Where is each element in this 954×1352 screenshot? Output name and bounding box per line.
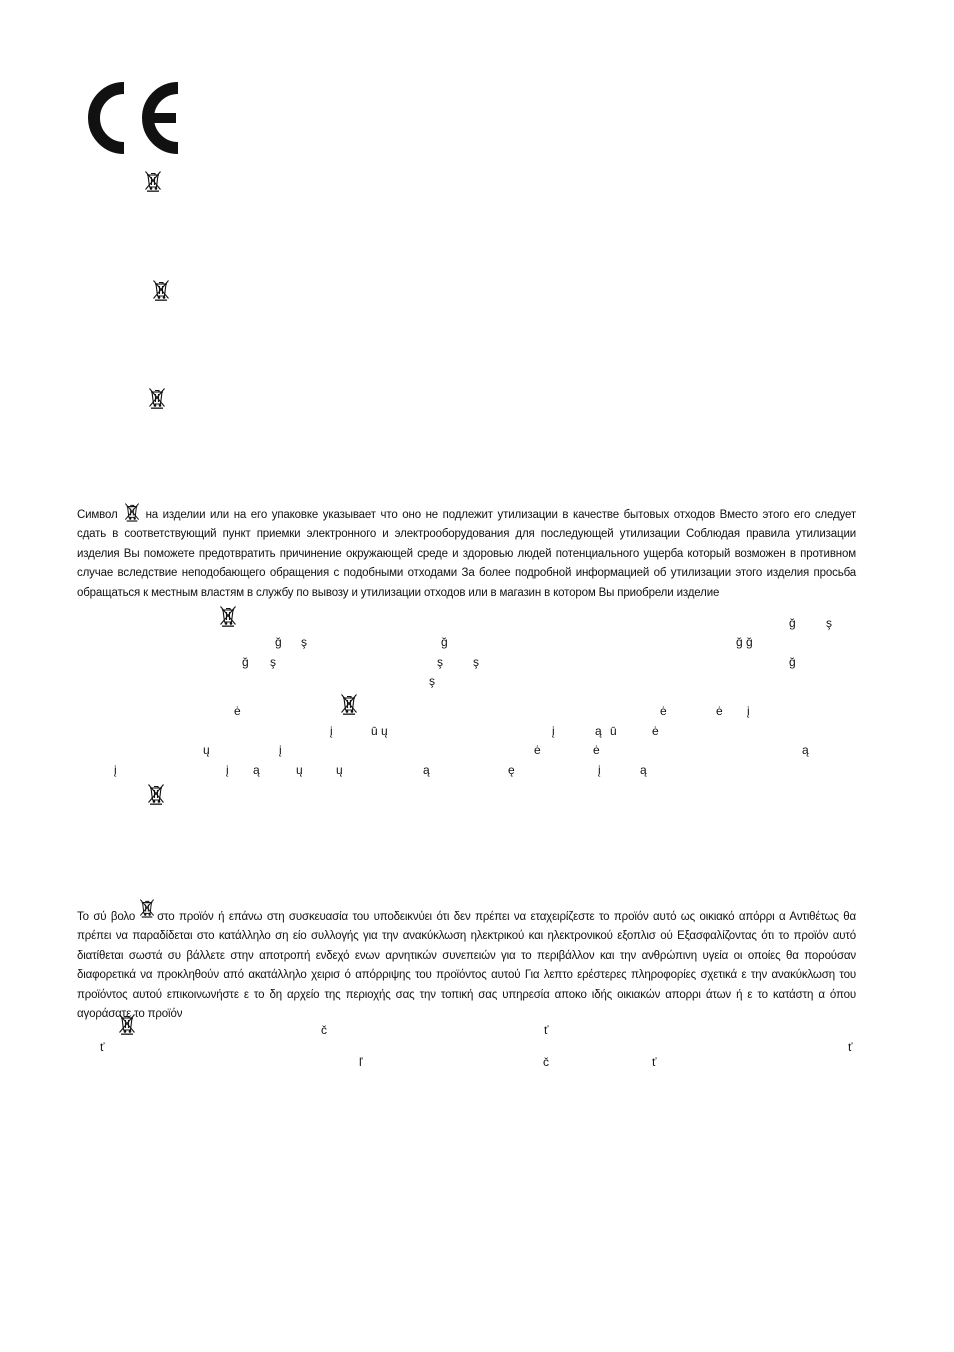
turkish-glyph: ğ ğ [736,635,753,649]
czech-glyph: ť [652,1055,657,1069]
weee-bin-icon [152,279,170,301]
lithuanian-glyph: į [114,763,117,777]
lithuanian-glyph: ė [534,743,541,757]
czech-glyph: ľ [359,1055,363,1069]
czech-glyph: ť [848,1040,853,1054]
turkish-glyph: ğ [242,655,249,669]
lithuanian-glyph: ė [593,743,600,757]
lithuanian-glyph: ų [203,743,210,757]
lithuanian-glyph: ą [640,763,647,777]
greek-text-start: Το σύ βολο [77,911,136,923]
czech-glyph: č [543,1055,549,1069]
lithuanian-glyph: į [747,704,750,718]
ce-mark [80,80,182,156]
weee-bin-icon [124,502,140,522]
greek-disposal-text [77,898,856,1024]
turkish-glyph: ğ [275,635,282,649]
russian-text-body: на изделии или на его упаковке указывает что оно не подлежит утилизации в качестве бытовых отходов Вместо этого его следует сдать в соответствующий пункт приемки электронного и электрооборудования для последующей утилизации Соблюдая правила утилизации изделия Вы поможете предотвратить причинение окружающей среде и здоровью людей потенциального ущерба который возможен в противном случае вследствие неподобающего обращения с подобными отходами За более подробной информацией об утилизации этого изделия просьба обращаться к местным властям в службу по вывозу и утилизации отходов или в магазин в котором Вы приобрели изделие [77,509,856,599]
weee-bin-icon [148,387,166,409]
turkish-glyph: ş [301,635,307,649]
weee-bin-icon [118,1013,136,1035]
turkish-glyph: ğ [441,635,448,649]
lithuanian-glyph: į [226,763,229,777]
lithuanian-glyph: ū [610,724,617,738]
weee-bin-icon [139,898,155,918]
weee-bin-icon [340,693,358,715]
lithuanian-glyph: ė [716,704,723,718]
lithuanian-glyph: ė [660,704,667,718]
lithuanian-glyph: ą [253,763,260,777]
czech-glyph: č [321,1023,327,1037]
turkish-glyph: ğ [789,655,796,669]
lithuanian-glyph: į [598,763,601,777]
turkish-glyph: ş [429,674,435,688]
turkish-glyph: ğ [789,616,796,630]
russian-text-start: Символ [77,509,118,521]
lithuanian-glyph: ė [652,724,659,738]
turkish-glyph: ş [270,655,276,669]
czech-glyph: ť [100,1040,105,1054]
lithuanian-glyph: ą [423,763,430,777]
lithuanian-glyph: ę [508,763,515,777]
lithuanian-glyph: į [279,743,282,757]
weee-bin-icon [219,605,237,627]
lithuanian-glyph: ą [595,724,602,738]
lithuanian-glyph: ą [802,743,809,757]
turkish-glyph: ş [473,655,479,669]
lithuanian-glyph: į [330,724,333,738]
russian-disposal-text [77,502,856,603]
turkish-glyph: ş [437,655,443,669]
weee-bin-icon [147,783,165,805]
lithuanian-glyph: į [552,724,555,738]
lithuanian-glyph: ų [296,763,303,777]
lithuanian-glyph: ų [336,763,343,777]
weee-bin-icon [144,170,162,192]
lithuanian-glyph: ė [234,704,241,718]
lithuanian-glyph: ū ų [371,724,388,738]
czech-glyph: ť [544,1023,549,1037]
turkish-glyph: ş [826,616,832,630]
greek-text-body: στο προϊόν ή επάνω στη συσκευασία του υποδεικνύει ότι δεν πρέπει να εταχειρίζεστε το προϊόν αυτό ως οικιακό απόρρι α Αντιθέτως θα πρέπει να παραδίδεται στο κατάλληλο ση είο συλλογής για την ανακύκλωση ηλεκτρικού και ηλεκτρονικού εξοπλισ ού Εξασφαλίζοντας ότι το προϊόν αυτό διατίθεται σωστά συ βάλλετε στην αποτροπή ενδεχό ενων αρνητικών συνεπειών για το περιβάλλον και την ανθρώπινη υγεία οι οποίες θα πορούσαν διαφορετικά να προκληθούν από ακατάλληλο χειρισ ό απόρριψης του προϊόντος αυτού Για λεπτο ερέστερες πληροφορίες σχετικά ε την ανακύκλωση του προϊόντος αυτού επικοινωνήστε ε το δη αρχείο της περιοχής σας την τοπική σας υπηρεσία αποκο ιδής οικιακών απορρι άτων ή ε το κατάστη α όπου αγοράσατε το προϊόν [77,911,856,1021]
